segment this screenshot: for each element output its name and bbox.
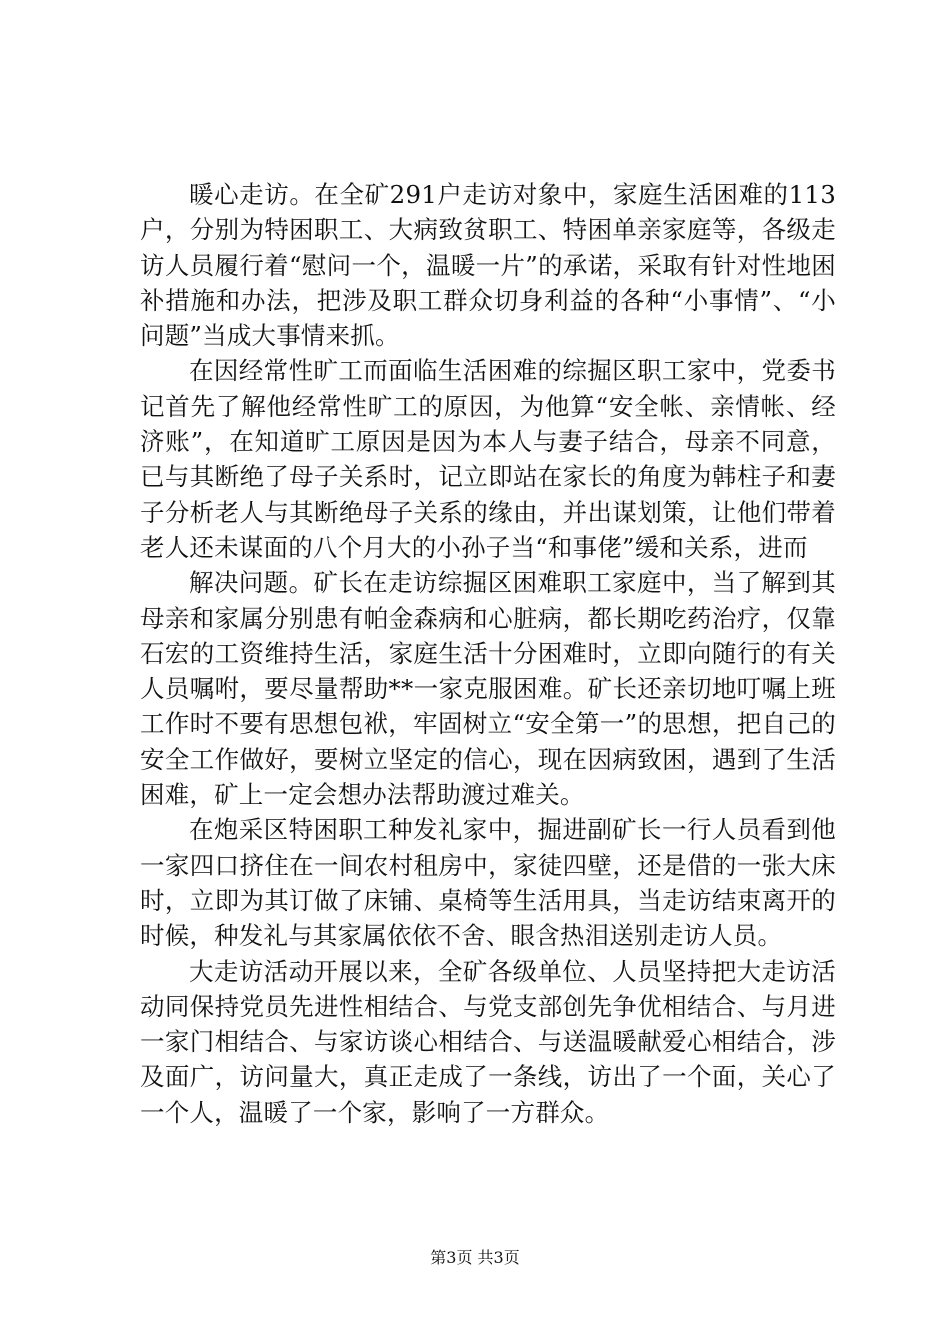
page-number-footer: 第3页 共3页 <box>430 1248 520 1267</box>
paragraph-3: 解决问题。矿长在走访综掘区困难职工家庭中，当了解到其母亲和家属分别患有帕金森病和心脏病，都长期吃药治疗，仅靠石宏的工资维持生活，家庭生活十分困难时，立即向随行的有关人员嘱咐，要尽量帮助**一家克服困难。矿长还亲切地叮嘱上班工作时不要有思想包袱，牢固树立“安全第一”的思想，把自己的安全工作做好，要树立坚定的信心，现在因病致困，遇到了生活困难，矿上一定会想办法帮助渡过难关。 <box>140 568 836 810</box>
paragraph-4: 在炮采区特困职工种发礼家中，掘进副矿长一行人员看到他一家四口挤住在一间农村租房中，家徒四壁，还是借的一张大床时，立即为其订做了床铺、桌椅等生活用具，当走访结束离开的时候，种发礼与其家属依依不舍、眼含热泪送别走访人员。 <box>140 815 836 951</box>
paragraph-2: 在因经常性旷工而面临生活困难的综掘区职工家中，党委书记首先了解他经常性旷工的原因，为他算“安全帐、亲情帐、经济账”，在知道旷工原因是因为本人与妻子结合，母亲不同意，已与其断绝了母子关系时，记立即站在家长的角度为韩柱子和妻子分析老人与其断绝母子关系的缘由，并出谋划策，让他们带着老人还未谋面的八个月大的小孙子当“和事佬”缓和关系，进而 <box>140 356 836 562</box>
paragraph-1: 暖心走访。在全矿291户走访对象中，家庭生活困难的113户，分别为特困职工、大病致贫职工、特困单亲家庭等，各级走访人员履行着“慰问一个，温暖一片”的承诺，采取有针对性地困补措施和办法，把涉及职工群众切身利益的各种“小事情”、“小问题”当成大事情来抓。 <box>140 180 836 351</box>
paragraph-5: 大走访活动开展以来，全矿各级单位、人员坚持把大走访活动同保持党员先进性相结合、与党支部创先争优相结合、与月进一家门相结合、与家访谈心相结合、与送温暖献爱心相结合，涉及面广，访问量大，真正走成了一条线，访出了一个面，关心了一个人，温暖了一个家，影响了一方群众。 <box>140 956 836 1127</box>
document-body <box>140 177 836 1130</box>
